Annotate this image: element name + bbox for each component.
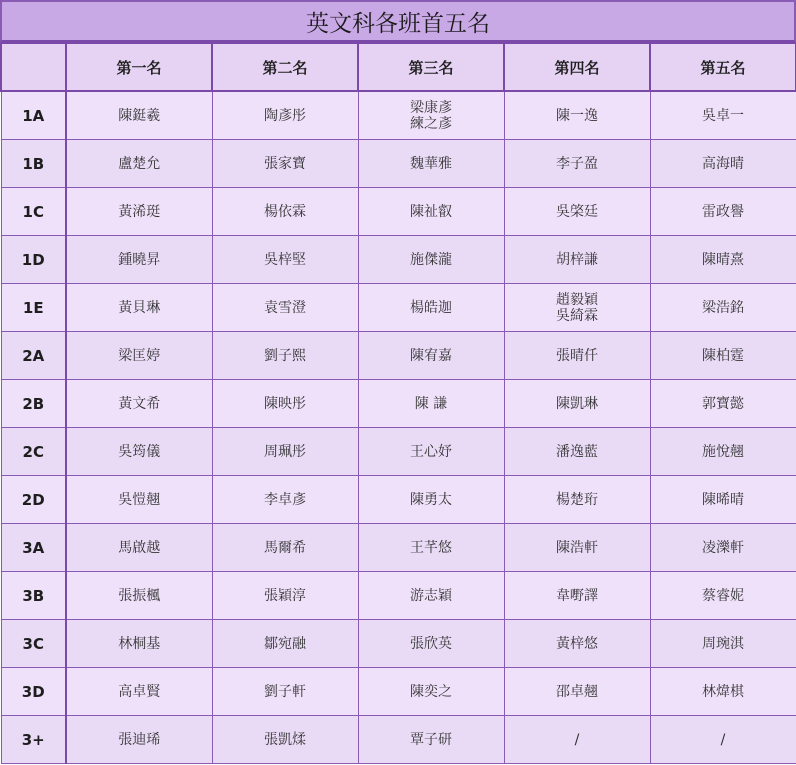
student-name: 吳筠儀 <box>118 443 161 460</box>
rank-cell-4 <box>504 620 650 668</box>
rank-cell-5 <box>650 332 796 380</box>
student-name: 趙毅穎 <box>556 291 598 308</box>
student-name: 鄒宛融 <box>264 635 306 652</box>
class-label: 3C <box>1 620 66 668</box>
student-name: 周珮彤 <box>264 443 306 460</box>
student-name: 施悅翹 <box>702 443 744 460</box>
rank-cell-2 <box>212 332 358 380</box>
student-name: 黃浠珽 <box>118 203 161 220</box>
rank-cell-4 <box>504 188 650 236</box>
rank-cell-1 <box>66 332 212 380</box>
rank-cell-3 <box>358 476 504 524</box>
student-name: 邵卓翹 <box>556 683 598 700</box>
student-name: 黃梓悠 <box>556 635 598 652</box>
rank-cell-1 <box>66 428 212 476</box>
student-name: 李子盈 <box>556 155 598 172</box>
rank-cell-1 <box>66 284 212 332</box>
student-name: 張晴仟 <box>556 347 598 364</box>
student-name: 張家寶 <box>264 155 306 172</box>
student-name: 盧楚允 <box>118 155 161 172</box>
student-name: 劉子熙 <box>264 347 306 364</box>
student-name: 黃貝琳 <box>118 299 161 316</box>
rank-cell-3 <box>358 188 504 236</box>
student-name: 吳卓一 <box>702 107 744 124</box>
table-row <box>1 332 796 380</box>
rank-cell-4 <box>504 236 650 284</box>
rank-cell-5 <box>650 476 796 524</box>
student-name: 潘逸藍 <box>556 443 598 460</box>
student-name: 張凱煣 <box>264 731 306 748</box>
rank-cell-4 <box>504 91 650 140</box>
table-row <box>1 716 796 764</box>
rank-cell-3 <box>358 332 504 380</box>
rank-cell-4 <box>504 284 650 332</box>
rank-cell-1 <box>66 380 212 428</box>
rank-cell-2 <box>212 91 358 140</box>
rank-cell-2 <box>212 716 358 764</box>
rank-cell-3 <box>358 524 504 572</box>
rank-cell-3 <box>358 236 504 284</box>
class-label: 1C <box>1 188 66 236</box>
student-name: 陳 謙 <box>414 395 448 412</box>
student-name: 張欣英 <box>410 635 452 652</box>
page-title <box>0 0 796 42</box>
rank-cell-1 <box>66 524 212 572</box>
rank-cell-3 <box>358 572 504 620</box>
student-name: 楊依霖 <box>264 203 306 220</box>
student-name: 凌濼軒 <box>702 539 744 556</box>
student-name: 梁康彥 <box>410 99 452 116</box>
class-label: 2B <box>1 380 66 428</box>
rank-cell-3 <box>358 91 504 140</box>
rank-cell-1 <box>66 188 212 236</box>
rank-cell-4 <box>504 524 650 572</box>
table-row <box>1 428 796 476</box>
rank-cell-4 <box>504 476 650 524</box>
rank-cell-1 <box>66 620 212 668</box>
rank-cell-1 <box>66 668 212 716</box>
rank-cell-2 <box>212 428 358 476</box>
student-name: 吳梓堅 <box>264 251 306 268</box>
header-rank-2: 第二名 <box>212 43 358 91</box>
table-row <box>1 188 796 236</box>
rank-cell-3 <box>358 284 504 332</box>
rank-cell-3 <box>358 140 504 188</box>
rank-cell-5 <box>650 236 796 284</box>
rank-cell-5 <box>650 668 796 716</box>
student-name: 陳奕之 <box>410 683 452 700</box>
rank-cell-3 <box>358 716 504 764</box>
student-name: 陳一逸 <box>556 107 598 124</box>
rank-cell-5 <box>650 284 796 332</box>
table-row <box>1 236 796 284</box>
student-name: 施傑瀧 <box>410 251 452 268</box>
table-row <box>1 572 796 620</box>
table-row <box>1 284 796 332</box>
rank-cell-5 <box>650 572 796 620</box>
student-name: 覃子研 <box>410 731 452 748</box>
rank-cell-5 <box>650 716 796 764</box>
student-name: 梁浩銘 <box>702 299 744 316</box>
student-name: 雷政譽 <box>702 203 744 220</box>
student-name: 吳綺霖 <box>556 307 598 324</box>
rank-cell-4 <box>504 572 650 620</box>
rank-cell-2 <box>212 284 358 332</box>
class-label: 2D <box>1 476 66 524</box>
rank-cell-2 <box>212 476 358 524</box>
rank-cell-5 <box>650 140 796 188</box>
rank-cell-2 <box>212 620 358 668</box>
student-name: 黃文希 <box>118 395 161 412</box>
student-name: 李卓彥 <box>264 491 306 508</box>
student-name: 陳柏霆 <box>702 347 744 364</box>
student-name: 鍾曉昇 <box>118 251 161 268</box>
student-name: 陳宥嘉 <box>410 347 452 364</box>
student-name: 周琬淇 <box>702 635 744 652</box>
header-rank-5: 第五名 <box>650 43 796 91</box>
student-name: 林煒棋 <box>702 683 744 700</box>
header-rank-3: 第三名 <box>358 43 504 91</box>
rank-cell-1 <box>66 236 212 284</box>
student-name: 張穎淳 <box>264 587 306 604</box>
student-name: 袁雪澄 <box>264 299 306 316</box>
table-row <box>1 91 796 140</box>
class-label: 1A <box>1 91 66 140</box>
student-name: 梁匡婷 <box>118 347 161 364</box>
table-row <box>1 620 796 668</box>
student-name: 馬爾希 <box>264 539 306 556</box>
student-name: 陳晞晴 <box>702 491 744 508</box>
table-row <box>1 668 796 716</box>
rank-cell-4 <box>504 380 650 428</box>
rank-cell-2 <box>212 380 358 428</box>
rank-cell-5 <box>650 91 796 140</box>
rank-cell-3 <box>358 620 504 668</box>
rank-cell-1 <box>66 572 212 620</box>
header-corner <box>1 43 66 91</box>
student-name: 陳浩軒 <box>556 539 598 556</box>
student-name: 陶彥彤 <box>264 107 306 124</box>
rankings-table <box>0 42 796 764</box>
rank-cell-5 <box>650 428 796 476</box>
header-row <box>1 43 796 91</box>
rank-cell-1 <box>66 716 212 764</box>
student-name: 魏華雅 <box>410 155 452 172</box>
student-name: 吳棨廷 <box>556 203 598 220</box>
class-label: 1B <box>1 140 66 188</box>
student-name: 陳凱琳 <box>556 395 598 412</box>
student-name: 吳愷翹 <box>118 491 161 508</box>
rank-cell-4 <box>504 332 650 380</box>
student-name: 蔡睿妮 <box>702 587 744 604</box>
rank-cell-2 <box>212 188 358 236</box>
student-name: 楊皓迦 <box>410 299 452 316</box>
student-name: 馬啟越 <box>118 539 161 556</box>
student-name: 陳鋌羲 <box>118 107 161 124</box>
rank-cell-2 <box>212 668 358 716</box>
student-name: 劉子軒 <box>264 683 306 700</box>
table-body <box>1 91 796 764</box>
student-name: 陳勇太 <box>410 491 452 508</box>
student-name: 韋嘢譯 <box>556 587 598 604</box>
class-label: 3A <box>1 524 66 572</box>
table-row <box>1 380 796 428</box>
table-row <box>1 524 796 572</box>
class-label: 2A <box>1 332 66 380</box>
rank-cell-5 <box>650 188 796 236</box>
student-name: 陳祉叡 <box>410 203 452 220</box>
rank-cell-5 <box>650 524 796 572</box>
rank-cell-4 <box>504 428 650 476</box>
rank-cell-4 <box>504 140 650 188</box>
student-name: 楊楚珩 <box>556 491 598 508</box>
student-name: / <box>720 731 726 748</box>
rank-cell-3 <box>358 428 504 476</box>
student-name: 郭寶懿 <box>702 395 744 412</box>
student-name: 高海晴 <box>702 155 744 172</box>
student-name: 陳映彤 <box>264 395 306 412</box>
table-row <box>1 476 796 524</box>
rank-cell-5 <box>650 380 796 428</box>
rank-cell-2 <box>212 524 358 572</box>
student-name: / <box>574 731 580 748</box>
rank-cell-3 <box>358 380 504 428</box>
header-rank-1: 第一名 <box>66 43 212 91</box>
student-name: 張迪琋 <box>118 731 161 748</box>
rank-cell-4 <box>504 716 650 764</box>
class-label: 1E <box>1 284 66 332</box>
rank-cell-2 <box>212 236 358 284</box>
page-title-text: 英文科各班首五名 <box>306 10 490 37</box>
class-label: 2C <box>1 428 66 476</box>
header-rank-4: 第四名 <box>504 43 650 91</box>
rank-cell-3 <box>358 668 504 716</box>
student-name: 王心妤 <box>410 443 452 460</box>
class-label: 3+ <box>1 716 66 764</box>
rank-cell-5 <box>650 620 796 668</box>
rank-cell-1 <box>66 91 212 140</box>
student-name: 張振楓 <box>118 587 161 604</box>
student-name: 練之彥 <box>410 115 452 132</box>
rank-cell-2 <box>212 572 358 620</box>
class-label: 3D <box>1 668 66 716</box>
class-label: 1D <box>1 236 66 284</box>
rank-cell-4 <box>504 668 650 716</box>
rank-cell-2 <box>212 140 358 188</box>
rank-cell-1 <box>66 476 212 524</box>
table-row <box>1 140 796 188</box>
student-name: 王芊悠 <box>410 539 452 556</box>
student-name: 陳晴熹 <box>702 251 744 268</box>
student-name: 林桐基 <box>118 635 161 652</box>
rank-cell-1 <box>66 140 212 188</box>
student-name: 高卓賢 <box>118 683 161 700</box>
student-name: 胡梓謙 <box>556 251 598 268</box>
class-label: 3B <box>1 572 66 620</box>
student-name: 游志穎 <box>410 587 452 604</box>
